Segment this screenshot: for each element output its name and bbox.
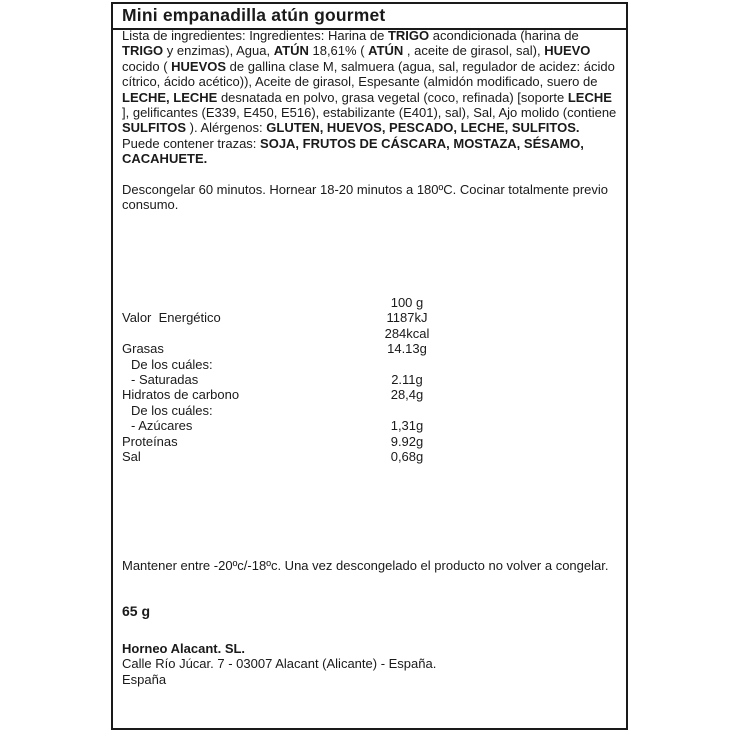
nutrient-label: Hidratos de carbono [122,387,240,403]
nutrient-value: 28,4g [390,387,424,403]
nutrient-value: 0,68g [390,448,424,464]
nutrition-row [122,434,602,449]
nutrition-table [122,295,602,464]
storage-instructions: Mantener entre -20ºc/-18ºc. Una vez descongelado el producto no volver a congelar. [122,558,609,573]
nutrient-value: 14.13g [387,341,427,357]
nutrition-row [122,403,602,418]
nutrition-row [122,372,602,387]
product-title: Mini empanadilla atún gourmet [113,4,626,30]
nutrient-label: Grasas [122,341,164,357]
nutrient-label: - Azúcares [131,418,193,434]
nutrition-row [122,387,602,402]
nutrition-row [122,326,602,341]
nutrient-value: 2.11g [391,371,423,387]
nutrient-value: 9.92g [390,433,424,449]
nutrient-label: Valor Energético [122,310,221,326]
manufacturer-name: Horneo Alacant. SL. [122,641,246,656]
ingredients-list: Lista de ingredientes: Ingredientes: Harina de TRIGO acondicionada (harina de TRIGO y enzimas), Agua, ATÚN 18,61% ( ATÚN , aceite de girasol, sal), HUEVO cocido ( HUEVOS de gallina clase M, salmuera (agua, sal, regulador de acidez: ácido cítrico, ácido acético)), Aceite de girasol, Espesante (almidón modificado, suero de LECHE, LECHE desnatada en polvo, grasa vegetal (coco, refinada) [soporte LECHE ], gelificantes (E339, E450, E516), estabilizante (E401), sal), Sal, Ajo molido (contiene SULFITOS ). Alérgenos: GLUTEN, HUEVOS, PESCADO, LECHE, SULFITOS. Puede contener trazas: SOJA, FRUTOS DE CÁSCARA, MOSTAZA, SÉSAMO, CACAHUETE. [122,28,617,167]
nutrition-row [122,310,602,325]
manufacturer-address: Calle Río Júcar. 7 - 03007 Alacant (Alicante) - España. [122,656,437,672]
nutrition-header-row [122,295,602,310]
nutrition-row [122,418,602,433]
cooking-instructions: Descongelar 60 minutos. Hornear 18-20 minutos a 180ºC. Cocinar totalmente previo consumo. [122,182,609,213]
nutrient-label: Proteínas [122,433,178,449]
manufacturer-country: España [122,671,167,687]
product-label-box [111,2,628,730]
nutrient-value: 284kcal [384,325,430,341]
nutrient-label: - Saturadas [131,371,199,387]
nutrition-row [122,357,602,372]
nutrient-label: De los cuáles: [131,402,213,418]
nutrient-value: 1187kJ [386,310,428,326]
nutrient-value: 1,31g [390,418,424,434]
nutrition-row [122,341,602,356]
manufacturer-info [122,641,620,687]
nutrition-row [122,449,602,464]
nutrient-label: De los cuáles: [131,356,213,372]
net-weight: 65 g [122,603,151,619]
nutrient-label: Sal [122,448,141,464]
nutrition-column-header: 100 g [390,295,424,310]
